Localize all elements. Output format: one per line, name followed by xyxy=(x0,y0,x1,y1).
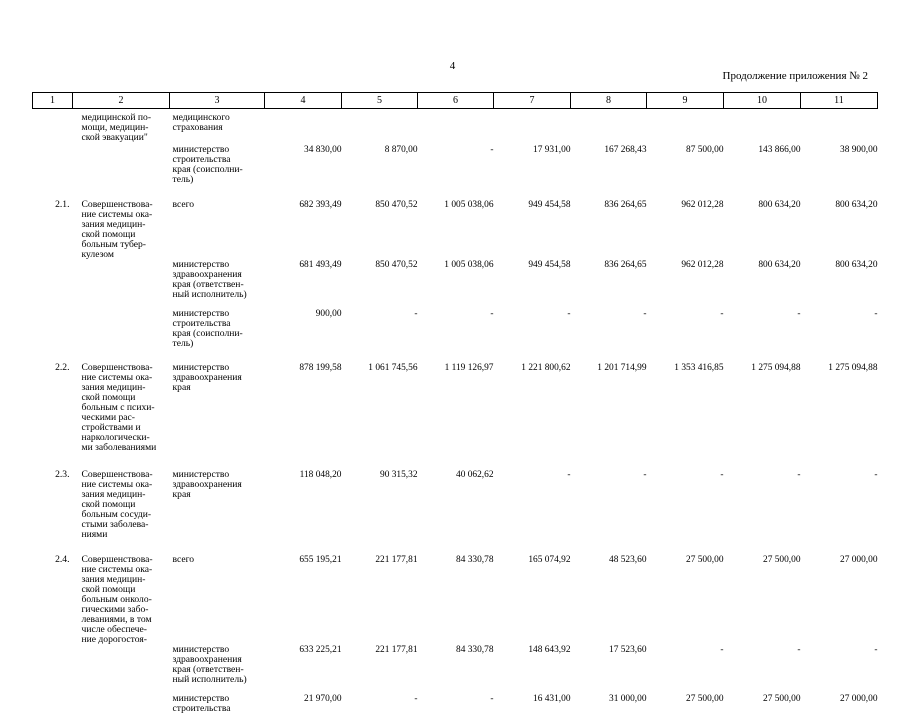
item-name: Совершенствова- ние системы ока- зания медицин- ской помощи больным с психи- ческими рас- стройствами и наркологически- ми заболеваниями xyxy=(73,360,170,466)
item-number xyxy=(33,694,73,724)
item-name xyxy=(73,260,170,309)
program-funding-table xyxy=(32,92,878,724)
amount-cell: - xyxy=(418,694,494,724)
amount-cell: 800 634,20 xyxy=(724,260,801,309)
amount-cell: 1 061 745,56 xyxy=(342,360,418,466)
amount-cell: 8 870,00 xyxy=(342,145,418,197)
amount-cell: - xyxy=(494,466,571,552)
amount-cell: 34 830,00 xyxy=(265,145,342,197)
item-number xyxy=(33,145,73,197)
amount-cell: 148 643,92 xyxy=(494,645,571,694)
item-number xyxy=(33,309,73,360)
executor-cell: министерство строительства xyxy=(170,694,265,724)
item-number: 2.2. xyxy=(33,360,73,466)
amount-cell: 878 199,58 xyxy=(265,360,342,466)
column-header: 2 xyxy=(73,93,170,109)
amount-cell: 27 500,00 xyxy=(647,552,724,645)
amount-cell: 900,00 xyxy=(265,309,342,360)
item-name: Совершенствова- ние системы ока- зания медицин- ской помощи больным онколо- гическими забо- леваниями, в том числе обеспече- ние дорогостоя- xyxy=(73,552,170,645)
amount-cell: - xyxy=(342,309,418,360)
item-number xyxy=(33,645,73,694)
table-row xyxy=(33,645,878,694)
amount-cell: 38 900,00 xyxy=(801,145,878,197)
amount-cell: - xyxy=(571,466,647,552)
amount-cell: 1 353 416,85 xyxy=(647,360,724,466)
amount-cell: 1 005 038,06 xyxy=(418,260,494,309)
amount-cell xyxy=(571,109,647,146)
amount-cell: 143 866,00 xyxy=(724,145,801,197)
amount-cell: 167 268,43 xyxy=(571,145,647,197)
item-number xyxy=(33,109,73,146)
executor-cell: всего xyxy=(170,197,265,260)
item-name xyxy=(73,645,170,694)
executor-cell: министерство строительства края (соисполни- тель) xyxy=(170,309,265,360)
amount-cell: 31 000,00 xyxy=(571,694,647,724)
amount-cell: 682 393,49 xyxy=(265,197,342,260)
column-header: 8 xyxy=(571,93,647,109)
item-name: медицинской по- мощи, медицин- ской эвакуации" xyxy=(73,109,170,146)
amount-cell: 48 523,60 xyxy=(571,552,647,645)
amount-cell: - xyxy=(647,645,724,694)
amount-cell: 681 493,49 xyxy=(265,260,342,309)
amount-cell: 87 500,00 xyxy=(647,145,724,197)
table-row xyxy=(33,109,878,146)
amount-cell: 40 062,62 xyxy=(418,466,494,552)
column-header: 7 xyxy=(494,93,571,109)
amount-cell: 1 275 094,88 xyxy=(724,360,801,466)
amount-cell: - xyxy=(571,309,647,360)
amount-cell: 84 330,78 xyxy=(418,645,494,694)
item-name xyxy=(73,145,170,197)
amount-cell: 221 177,81 xyxy=(342,552,418,645)
amount-cell: 1 005 038,06 xyxy=(418,197,494,260)
amount-cell: - xyxy=(418,309,494,360)
amount-cell: 949 454,58 xyxy=(494,260,571,309)
table-row xyxy=(33,694,878,724)
amount-cell: - xyxy=(801,466,878,552)
amount-cell: 633 225,21 xyxy=(265,645,342,694)
amount-cell: 165 074,92 xyxy=(494,552,571,645)
table-row xyxy=(33,197,878,260)
amount-cell xyxy=(647,109,724,146)
amount-cell: 800 634,20 xyxy=(801,260,878,309)
amount-cell: 27 500,00 xyxy=(724,694,801,724)
executor-cell: министерство здравоохранения края (ответствен- ный исполнитель) xyxy=(170,645,265,694)
amount-cell: 90 315,32 xyxy=(342,466,418,552)
amount-cell: - xyxy=(801,309,878,360)
amount-cell: 836 264,65 xyxy=(571,197,647,260)
amount-cell: 800 634,20 xyxy=(801,197,878,260)
amount-cell: - xyxy=(724,466,801,552)
page-number: 4 xyxy=(0,61,905,71)
item-name xyxy=(73,694,170,724)
item-number: 2.3. xyxy=(33,466,73,552)
amount-cell xyxy=(724,109,801,146)
table-row xyxy=(33,260,878,309)
executor-cell: министерство здравоохранения края (ответствен- ный исполнитель) xyxy=(170,260,265,309)
item-name xyxy=(73,309,170,360)
amount-cell: - xyxy=(342,694,418,724)
executor-cell: медицинского страхования xyxy=(170,109,265,146)
amount-cell: 800 634,20 xyxy=(724,197,801,260)
amount-cell: 17 931,00 xyxy=(494,145,571,197)
column-header: 11 xyxy=(801,93,878,109)
amount-cell xyxy=(494,109,571,146)
amount-cell: - xyxy=(801,645,878,694)
amount-cell xyxy=(801,109,878,146)
executor-cell: министерство здравоохранения края xyxy=(170,360,265,466)
amount-cell: 850 470,52 xyxy=(342,260,418,309)
amount-cell: 27 500,00 xyxy=(724,552,801,645)
amount-cell: 21 970,00 xyxy=(265,694,342,724)
amount-cell: 949 454,58 xyxy=(494,197,571,260)
item-number xyxy=(33,260,73,309)
item-name: Совершенствова- ние системы ока- зания медицин- ской помощи больным тубер- кулезом xyxy=(73,197,170,260)
item-number: 2.4. xyxy=(33,552,73,645)
amount-cell: - xyxy=(724,309,801,360)
amount-cell: 1 221 800,62 xyxy=(494,360,571,466)
amount-cell xyxy=(418,109,494,146)
amount-cell: 16 431,00 xyxy=(494,694,571,724)
amount-cell: 1 119 126,97 xyxy=(418,360,494,466)
amount-cell: 962 012,28 xyxy=(647,197,724,260)
amount-cell: 1 275 094,88 xyxy=(801,360,878,466)
amount-cell: - xyxy=(724,645,801,694)
amount-cell: 84 330,78 xyxy=(418,552,494,645)
amount-cell: - xyxy=(494,309,571,360)
amount-cell: 850 470,52 xyxy=(342,197,418,260)
amount-cell: 221 177,81 xyxy=(342,645,418,694)
table-row xyxy=(33,309,878,360)
amount-cell: 655 195,21 xyxy=(265,552,342,645)
executor-cell: всего xyxy=(170,552,265,645)
amount-cell: 27 000,00 xyxy=(801,552,878,645)
table-body xyxy=(33,109,878,724)
amount-cell: 962 012,28 xyxy=(647,260,724,309)
amount-cell: 27 500,00 xyxy=(647,694,724,724)
amount-cell: 118 048,20 xyxy=(265,466,342,552)
column-header: 10 xyxy=(724,93,801,109)
amount-cell: 836 264,65 xyxy=(571,260,647,309)
table-row xyxy=(33,466,878,552)
table-row xyxy=(33,145,878,197)
item-number: 2.1. xyxy=(33,197,73,260)
executor-cell: министерство здравоохранения края xyxy=(170,466,265,552)
amount-cell: 1 201 714,99 xyxy=(571,360,647,466)
amount-cell: 17 523,60 xyxy=(571,645,647,694)
column-header: 1 xyxy=(33,93,73,109)
column-header: 4 xyxy=(265,93,342,109)
table-row xyxy=(33,552,878,645)
column-header: 5 xyxy=(342,93,418,109)
column-header: 3 xyxy=(170,93,265,109)
column-header: 9 xyxy=(647,93,724,109)
column-header: 6 xyxy=(418,93,494,109)
executor-cell: министерство строительства края (соисполни- тель) xyxy=(170,145,265,197)
table-row xyxy=(33,360,878,466)
amount-cell: - xyxy=(647,309,724,360)
amount-cell xyxy=(265,109,342,146)
amount-cell: - xyxy=(418,145,494,197)
amount-cell xyxy=(342,109,418,146)
amount-cell: 27 000,00 xyxy=(801,694,878,724)
item-name: Совершенствова- ние системы ока- зания медицин- ской помощи больным сосуди- стыми заболева- ниями xyxy=(73,466,170,552)
continuation-label: Продолжение приложения № 2 xyxy=(723,71,868,81)
column-number-row xyxy=(33,93,878,109)
amount-cell: - xyxy=(647,466,724,552)
